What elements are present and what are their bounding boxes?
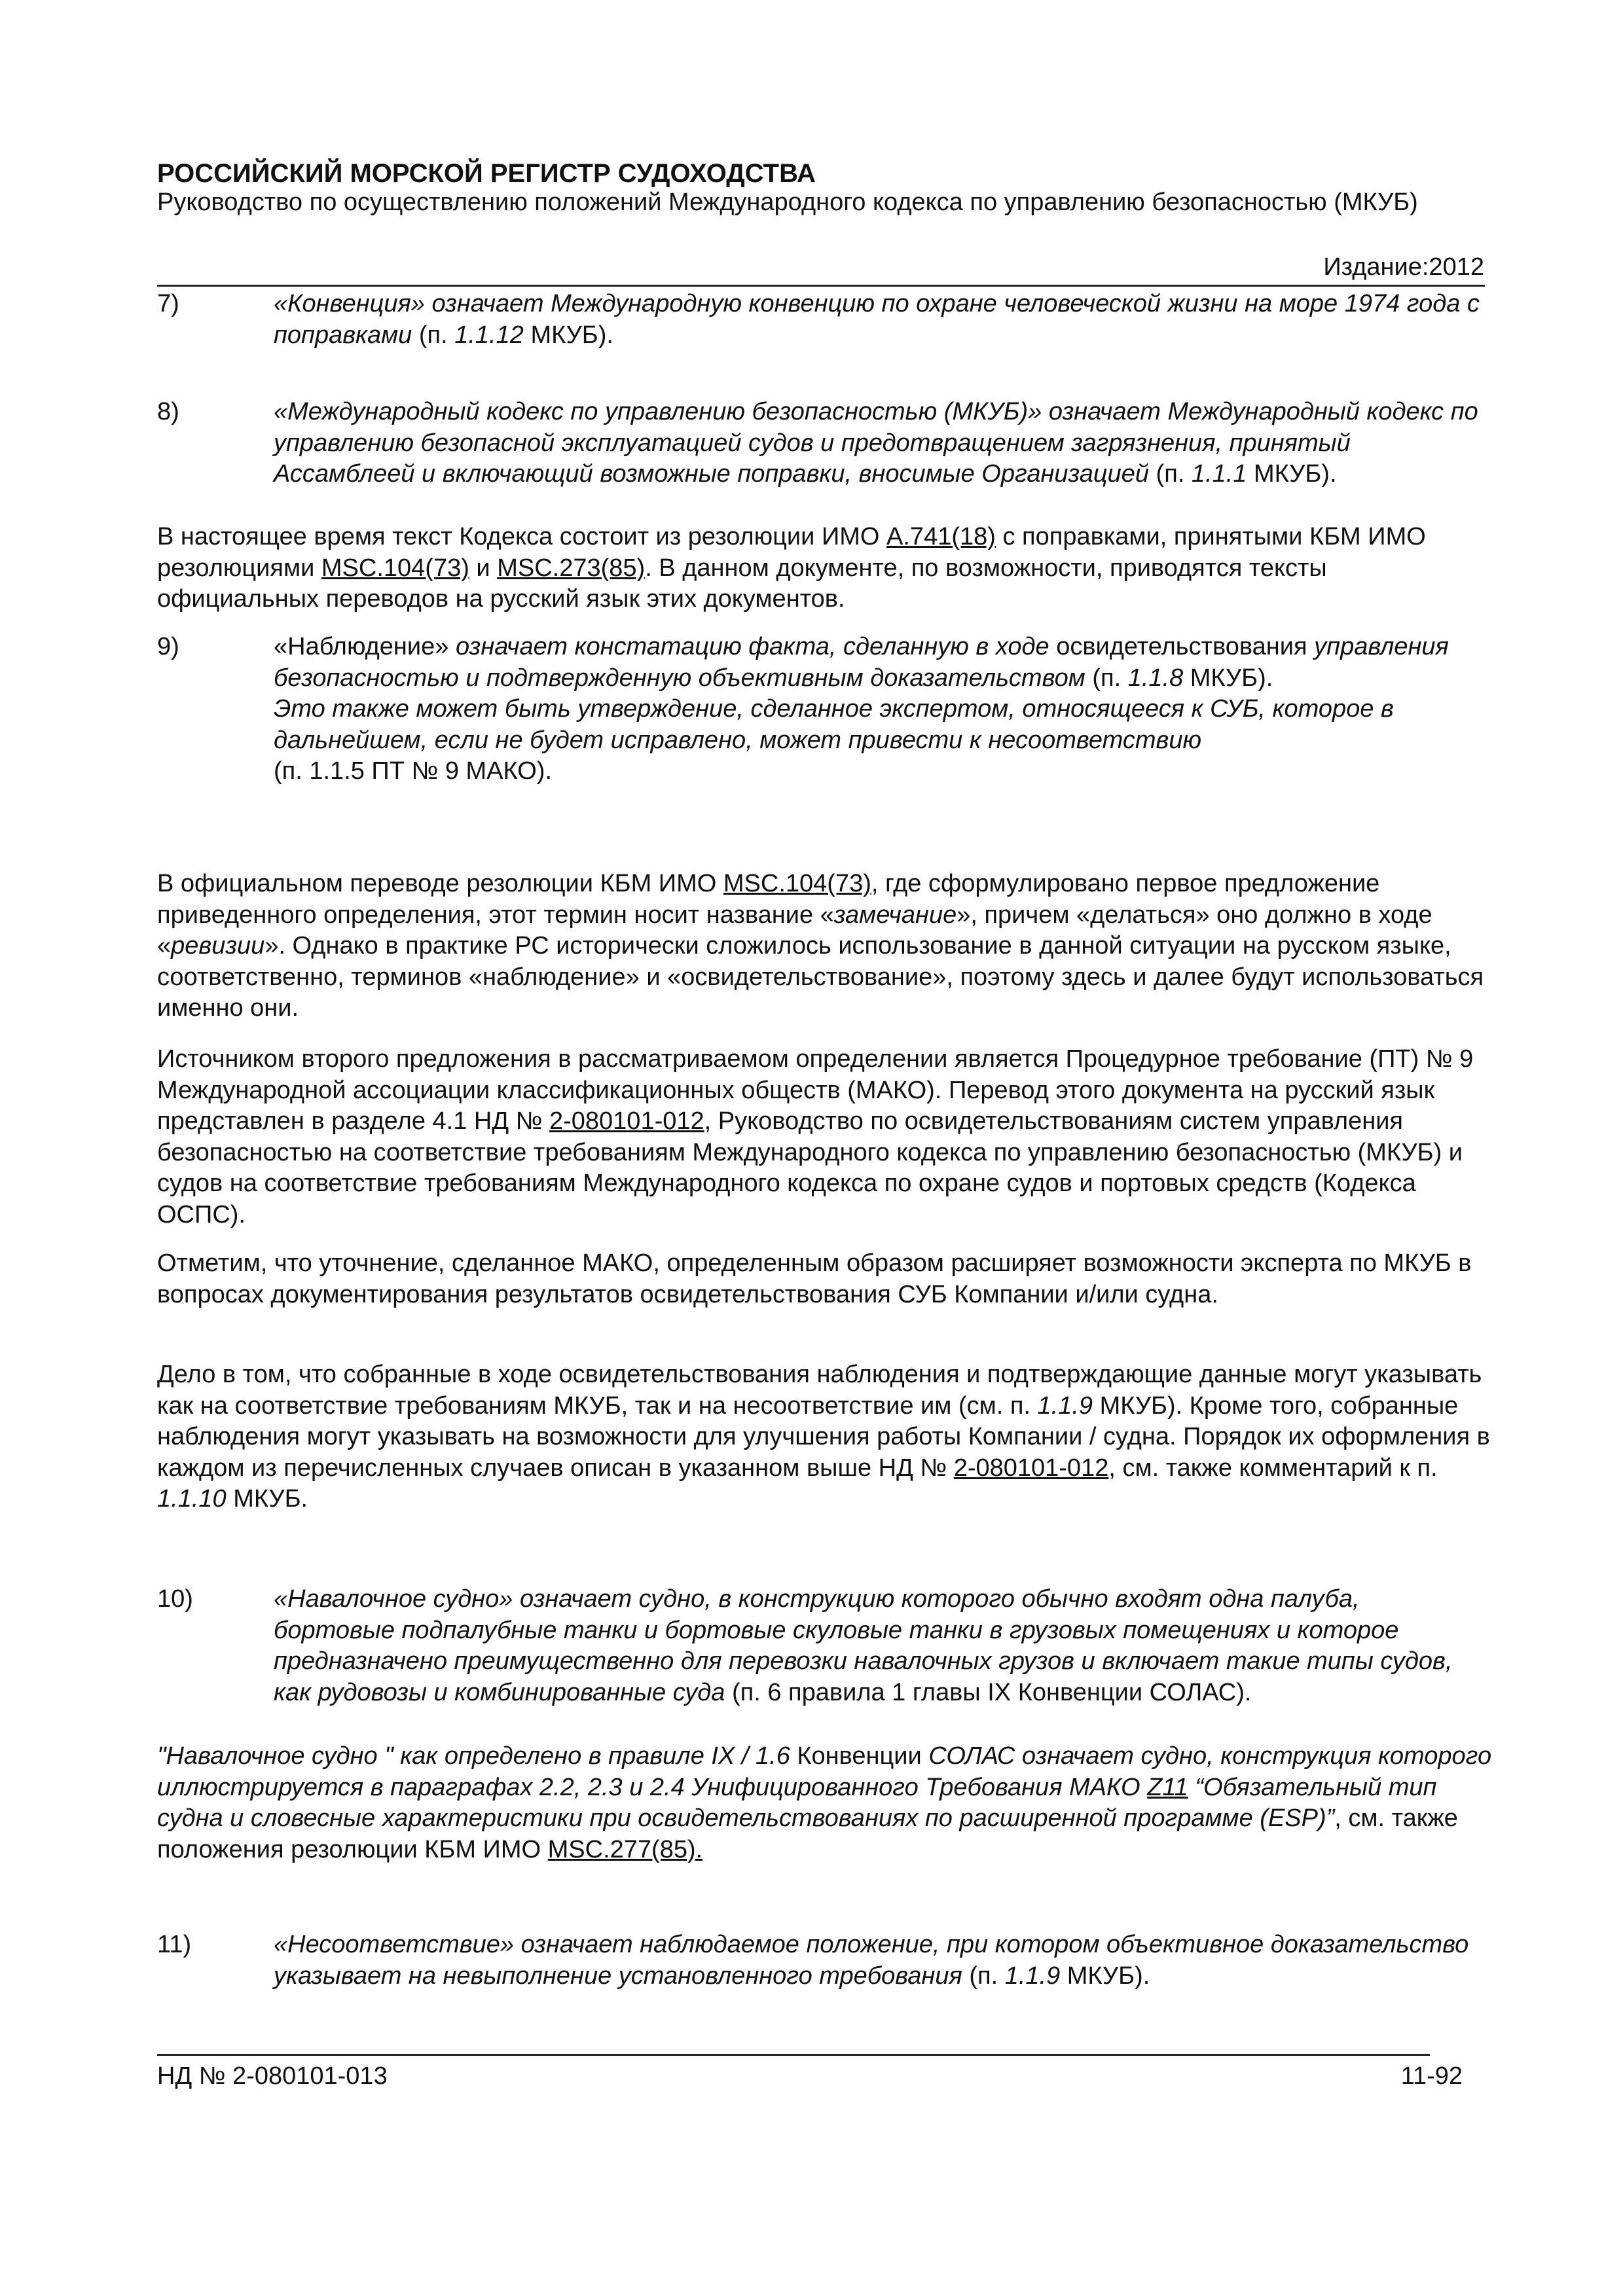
paragraph-bulk-carrier xyxy=(157,1741,1493,1865)
text-run: (п. 1.1.5 ПТ № 9 МАКО). xyxy=(274,757,552,785)
text-run: 1.1.9 xyxy=(1004,1962,1061,1990)
item-text xyxy=(274,1929,1486,1992)
item-number: 7) xyxy=(157,290,179,317)
text-run: и xyxy=(469,554,498,582)
definition-item-10 xyxy=(157,1584,1486,1708)
paragraph-source xyxy=(157,1044,1493,1230)
text-run: (п. xyxy=(1149,460,1192,488)
text-run: «Конвенция» означает Международную конвенцию по охране человеческой жизни на море 1974 года с поправками xyxy=(274,290,1480,349)
text-run: (п. xyxy=(962,1962,1005,1990)
text-run: МКУБ). Кроме того, собранные наблюдения могут указывать на возможности для улучшения работы Компании / судна. Порядок их оформления в каждом из перечисленных случаев описан в указанном выше НД № xyxy=(157,1391,1490,1482)
link-msc277[interactable]: MSC.277(85) xyxy=(547,1835,696,1863)
text-run: , где сформулировано первое предложение приведенного определения, этот термин носит название « xyxy=(157,870,1380,929)
definition-item-7 xyxy=(157,289,1486,351)
text-run: Конвенции xyxy=(790,1742,929,1770)
paragraph-code-composition xyxy=(157,522,1493,615)
text-run: 1.1.8 xyxy=(1127,664,1184,692)
text-run: МКУБ. xyxy=(226,1485,308,1513)
footer-page-number: 11-92 xyxy=(1400,2062,1463,2090)
text-run: Отметим, что уточнение, сделанное МАКО, определенным образом расширяет возможности эксперта по МКУБ в вопросах документирования результатов освидетельствования СУБ Компании и/или судна. xyxy=(157,1249,1472,1308)
edition-label: Издание:2012 xyxy=(1323,253,1484,281)
text-run: замечание xyxy=(833,901,957,929)
link-a741[interactable]: А.741(18) xyxy=(886,523,996,550)
text-run: (п. xyxy=(1085,664,1128,692)
paragraph-official-translation xyxy=(157,869,1493,1024)
definition-item-9 xyxy=(157,632,1486,787)
item-text xyxy=(274,397,1486,490)
header-divider xyxy=(157,285,1485,287)
item-text xyxy=(274,289,1486,351)
organization-name: РОССИЙСКИЙ МОРСКОЙ РЕГИСТР СУДОХОДСТВА xyxy=(157,159,816,188)
definition-item-8 xyxy=(157,397,1486,490)
text-run: СОЛАС означает судно, конструкция которого иллюстрируется в параграфах 2.2, 2.3 и 2.4 Унифицированного Требования МАКО xyxy=(157,1742,1492,1801)
text-run: управления безопасностью и подтвержденную объективным доказательством xyxy=(274,633,1449,692)
item-text xyxy=(274,632,1486,787)
item-number: 10) xyxy=(157,1585,193,1613)
text-run: «Навалочное судно» означает судно, в конструкцию которого обычно входят одна палуба, бортовые подпалубные танки и бортовые скуловые танки в грузовых помещениях и которое предназначено преимущественно для перевозки навалочных грузов и включает такие типы судов, как рудовозы и комбинированные суда xyxy=(274,1585,1453,1706)
text-run: ревизии xyxy=(171,932,265,960)
text-run: освидетельствования xyxy=(1056,633,1307,660)
text-run: Источником второго предложения в рассматриваемом определении является Процедурное требование (ПТ) № 9 Международной ассоциации классификационных обществ (МАКО). Перевод этого документа на русский язык представлен в разделе 4.1 НД № xyxy=(157,1045,1474,1135)
text-run: », причем «делаться» оно должно в ходе « xyxy=(157,901,1432,960)
item-number: 9) xyxy=(157,633,179,660)
paragraph-observations xyxy=(157,1359,1493,1515)
text-run: , см. также комментарий к п. xyxy=(1108,1454,1438,1482)
text-run: "Навалочное судно " как определено в правиле IX / 1.6 xyxy=(157,1742,790,1770)
text-run: МКУБ). xyxy=(1183,664,1273,692)
document-title: Руководство по осуществлению положений Международного кодекса по управлению безопасностью (МКУБ) xyxy=(157,188,1418,216)
text-run: . xyxy=(695,1835,703,1863)
footer-divider xyxy=(157,2054,1430,2056)
item-text xyxy=(274,1584,1486,1708)
paragraph-note xyxy=(157,1248,1493,1310)
text-run: 1.1.12 xyxy=(454,321,524,349)
text-run: , см. также положения резолюции КБМ ИМО xyxy=(157,1804,1458,1863)
link-msc104[interactable]: MSC.104(73) xyxy=(723,870,871,897)
footer-document-number: НД № 2-080101-013 xyxy=(157,2062,388,2090)
link-nd-2-080101-012[interactable]: 2-080101-012 xyxy=(549,1107,704,1135)
text-run: «Наблюдение» xyxy=(274,633,449,660)
link-nd-2-080101-012[interactable]: 2-080101-012 xyxy=(953,1454,1109,1482)
text-run: Это также может быть утверждение, сделанное экспертом, относящееся к СУБ, которое в дальнейшем, если не будет исправлено, может привести к несоответствию xyxy=(274,695,1394,754)
text-run: В настоящее время текст Кодекса состоит из резолюции ИМО xyxy=(157,523,887,550)
definition-item-11 xyxy=(157,1929,1486,1992)
text-run: “Обязательный тип судна и словесные характеристики при освидетельствованиях по расширенной программе (ESP)” xyxy=(157,1773,1437,1832)
item-number: 8) xyxy=(157,398,179,425)
link-msc104[interactable]: MSC.104(73) xyxy=(321,554,469,582)
text-run: Дело в том, что собранные в ходе освидетельствования наблюдения и подтверждающие данные могут указывать как на соответствие требованиям МКУБ, так и на несоответствие им (см. п. xyxy=(157,1361,1482,1420)
text-run: МКУБ). xyxy=(1247,460,1337,488)
text-run: ». Однако в практике РС исторически сложилось использование в данной ситуации на русском языке, соответственно, терминов «наблюдение» и «освидетельствование», поэтому здесь и далее будут использоваться именно они. xyxy=(157,932,1484,1022)
text-run: (п. xyxy=(412,321,455,349)
text-run: 1.1.9 xyxy=(1037,1391,1093,1420)
text-run: «Международный кодекс по управлению безопасностью (МКУБ)» означает Международный кодекс по управлению безопасной эксплуатацией судов и предотвращением загрязнения, принятый Ассамблеей и включающий возможные поправки, вносимые Организацией xyxy=(274,398,1478,488)
text-run: МКУБ). xyxy=(523,321,613,349)
item-number: 11) xyxy=(157,1931,192,1958)
link-z11[interactable]: Z11 xyxy=(1147,1773,1188,1801)
text-run: В официальном переводе резолюции КБМ ИМО xyxy=(157,870,723,897)
text-run: с поправками, принятыми КБМ ИМО резолюциями xyxy=(157,523,1426,582)
link-msc273[interactable]: MSC.273(85) xyxy=(497,554,646,582)
text-run: означает констатацию факта, сделанную в ходе xyxy=(448,633,1057,660)
text-run: (п. 6 правила 1 главы IX Конвенции СОЛАС). xyxy=(725,1678,1252,1706)
text-run: МКУБ). xyxy=(1060,1962,1150,1990)
text-run: «Несоответствие» означает наблюдаемое положение, при котором объективное доказательство указывает на невыполнение установленного требования xyxy=(274,1931,1469,1990)
text-run: 1.1.1 xyxy=(1191,460,1247,488)
text-run: 1.1.10 xyxy=(157,1485,227,1513)
text-run: , Руководство по освидетельствованиям систем управления безопасностью на соответствие требованиям Международного кодекса по управлению безопасностью (МКУБ) и судов на соответствие требованиям Международного кодекса по охране судов и портовых средств (Кодекса ОСПС). xyxy=(157,1107,1463,1229)
text-run: . В данном документе, по возможности, приводятся тексты официальных переводов на русский язык этих документов. xyxy=(157,554,1327,613)
